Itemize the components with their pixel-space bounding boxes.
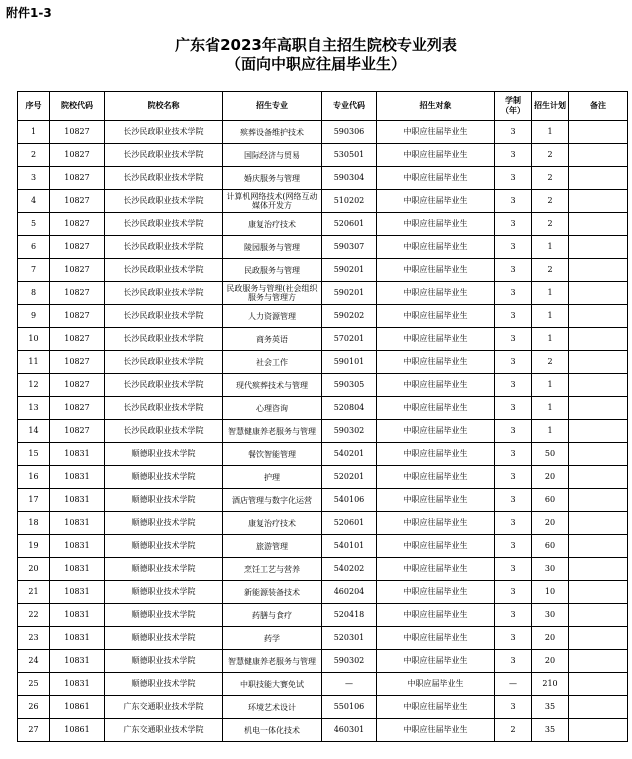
table-row [18,696,628,719]
cell-major-code: 590305 [322,374,377,397]
table-row [18,627,628,650]
cell-plan: 2 [532,259,569,282]
table-row [18,466,628,489]
table-row [18,121,628,144]
cell-major: 人力资源管理 [223,305,322,328]
cell-school-code: 10831 [50,512,105,535]
cell-plan: 2 [532,351,569,374]
cell-school-name: 长沙民政职业技术学院 [105,167,223,190]
cell-major-code: 540201 [322,443,377,466]
cell-school-code: 10827 [50,305,105,328]
cell-school-code: 10827 [50,121,105,144]
cell-years: 3 [495,213,532,236]
cell-major-code: 540101 [322,535,377,558]
cell-school-name: 长沙民政职业技术学院 [105,374,223,397]
cell-seq: 2 [18,144,50,167]
cell-plan: 1 [532,420,569,443]
cell-plan: 50 [532,443,569,466]
cell-note [569,328,628,351]
cell-plan: 30 [532,558,569,581]
cell-school-code: 10827 [50,144,105,167]
cell-plan: 10 [532,581,569,604]
cell-seq: 9 [18,305,50,328]
table-row [18,236,628,259]
cell-seq: 18 [18,512,50,535]
cell-plan: 2 [532,213,569,236]
cell-major: 商务英语 [223,328,322,351]
cell-seq: 19 [18,535,50,558]
cell-school-name: 顺德职业技术学院 [105,512,223,535]
cell-school-name: 长沙民政职业技术学院 [105,259,223,282]
header-school-code: 院校代码 [50,92,105,121]
table-header-row [18,92,628,121]
cell-target: 中职应届毕业生 [377,673,495,696]
cell-seq: 21 [18,581,50,604]
cell-major: 康复治疗技术 [223,512,322,535]
cell-years: 3 [495,259,532,282]
cell-years: 3 [495,581,532,604]
cell-major: 新能源装备技术 [223,581,322,604]
cell-years: 3 [495,121,532,144]
cell-school-name: 长沙民政职业技术学院 [105,236,223,259]
cell-school-name: 长沙民政职业技术学院 [105,420,223,443]
cell-major-code: 520418 [322,604,377,627]
cell-major-code: 590302 [322,420,377,443]
cell-years: 3 [495,397,532,420]
cell-note [569,581,628,604]
cell-seq: 14 [18,420,50,443]
cell-major-code: 520201 [322,466,377,489]
cell-note [569,282,628,305]
cell-major: 环境艺术设计 [223,696,322,719]
cell-target: 中职应往届毕业生 [377,305,495,328]
cell-major: 烹饪工艺与营养 [223,558,322,581]
cell-note [569,351,628,374]
cell-note [569,144,628,167]
cell-years: 3 [495,489,532,512]
cell-plan: 35 [532,719,569,742]
table-row [18,604,628,627]
cell-target: 中职应往届毕业生 [377,604,495,627]
header-note: 备注 [569,92,628,121]
cell-major-code: — [322,673,377,696]
cell-school-code: 10831 [50,443,105,466]
cell-seq: 22 [18,604,50,627]
cell-school-name: 长沙民政职业技术学院 [105,144,223,167]
cell-school-code: 10827 [50,397,105,420]
cell-note [569,650,628,673]
cell-major: 康复治疗技术 [223,213,322,236]
table-row [18,397,628,420]
cell-major: 机电一体化技术 [223,719,322,742]
cell-years: 3 [495,167,532,190]
cell-school-code: 10831 [50,535,105,558]
cell-years: 3 [495,351,532,374]
cell-plan: 1 [532,328,569,351]
cell-school-code: 10831 [50,627,105,650]
cell-major-code: 540202 [322,558,377,581]
table-row [18,581,628,604]
cell-school-name: 长沙民政职业技术学院 [105,328,223,351]
cell-school-code: 10827 [50,167,105,190]
document-title: 广东省2023年高职自主招生院校专业列表 [175,36,457,54]
table-row [18,305,628,328]
cell-major: 陵园服务与管理 [223,236,322,259]
header-school-name: 院校名称 [105,92,223,121]
cell-seq: 8 [18,282,50,305]
cell-school-code: 10827 [50,374,105,397]
table-row [18,374,628,397]
cell-plan: 2 [532,190,569,213]
cell-plan: 1 [532,374,569,397]
cell-school-name: 广东交通职业技术学院 [105,719,223,742]
cell-school-code: 10861 [50,696,105,719]
cell-seq: 16 [18,466,50,489]
cell-major: 智慧健康养老服务与管理 [223,650,322,673]
cell-note [569,121,628,144]
cell-plan: 60 [532,535,569,558]
header-seq: 序号 [18,92,50,121]
cell-seq: 24 [18,650,50,673]
cell-school-name: 长沙民政职业技术学院 [105,397,223,420]
table-row [18,512,628,535]
program-table [17,91,628,742]
cell-years: 3 [495,374,532,397]
cell-school-code: 10827 [50,351,105,374]
cell-plan: 20 [532,627,569,650]
cell-school-name: 顺德职业技术学院 [105,535,223,558]
cell-years: 3 [495,558,532,581]
cell-target: 中职应往届毕业生 [377,443,495,466]
cell-years: 3 [495,443,532,466]
cell-school-name: 顺德职业技术学院 [105,627,223,650]
cell-target: 中职应往届毕业生 [377,535,495,558]
cell-major: 民政服务与管理 [223,259,322,282]
cell-school-name: 顺德职业技术学院 [105,650,223,673]
cell-major-code: 590302 [322,650,377,673]
cell-major: 婚庆服务与管理 [223,167,322,190]
cell-seq: 17 [18,489,50,512]
cell-plan: 20 [532,512,569,535]
cell-seq: 20 [18,558,50,581]
cell-major-code: 520601 [322,213,377,236]
cell-school-code: 10831 [50,650,105,673]
header-target: 招生对象 [377,92,495,121]
cell-plan: 1 [532,121,569,144]
table-row [18,282,628,305]
cell-major: 社会工作 [223,351,322,374]
cell-plan: 35 [532,696,569,719]
cell-seq: 13 [18,397,50,420]
cell-seq: 3 [18,167,50,190]
table-row [18,259,628,282]
cell-years: 2 [495,719,532,742]
cell-target: 中职应往届毕业生 [377,259,495,282]
cell-note [569,466,628,489]
cell-note [569,719,628,742]
cell-note [569,512,628,535]
cell-target: 中职应往届毕业生 [377,328,495,351]
cell-school-code: 10827 [50,236,105,259]
cell-years: 3 [495,512,532,535]
cell-years: 3 [495,236,532,259]
cell-target: 中职应往届毕业生 [377,466,495,489]
cell-major-code: 460301 [322,719,377,742]
cell-plan: 210 [532,673,569,696]
header-major: 招生专业 [223,92,322,121]
cell-school-name: 顺德职业技术学院 [105,489,223,512]
cell-seq: 12 [18,374,50,397]
cell-note [569,167,628,190]
table-row [18,489,628,512]
cell-target: 中职应往届毕业生 [377,420,495,443]
cell-major: 餐饮智能管理 [223,443,322,466]
cell-major: 旅游管理 [223,535,322,558]
cell-target: 中职应往届毕业生 [377,167,495,190]
cell-years: 3 [495,535,532,558]
cell-school-code: 10827 [50,328,105,351]
table-row [18,328,628,351]
cell-school-name: 长沙民政职业技术学院 [105,305,223,328]
cell-note [569,443,628,466]
table-row [18,213,628,236]
cell-major-code: 540106 [322,489,377,512]
cell-target: 中职应往届毕业生 [377,581,495,604]
cell-target: 中职应往届毕业生 [377,144,495,167]
cell-note [569,696,628,719]
table-row [18,167,628,190]
cell-school-code: 10861 [50,719,105,742]
cell-school-name: 顺德职业技术学院 [105,443,223,466]
cell-note [569,259,628,282]
cell-target: 中职应往届毕业生 [377,650,495,673]
cell-note [569,420,628,443]
cell-major: 现代殡葬技术与管理 [223,374,322,397]
cell-school-code: 10827 [50,259,105,282]
cell-note [569,535,628,558]
cell-major-code: 590202 [322,305,377,328]
cell-years: 3 [495,466,532,489]
cell-target: 中职应往届毕业生 [377,512,495,535]
cell-school-code: 10831 [50,489,105,512]
cell-plan: 1 [532,397,569,420]
cell-years: 3 [495,328,532,351]
cell-school-code: 10831 [50,466,105,489]
cell-school-name: 顺德职业技术学院 [105,581,223,604]
cell-target: 中职应往届毕业生 [377,397,495,420]
cell-school-name: 顺德职业技术学院 [105,673,223,696]
cell-major-code: 510202 [322,190,377,213]
cell-seq: 23 [18,627,50,650]
cell-target: 中职应往届毕业生 [377,489,495,512]
table-row [18,719,628,742]
cell-years: 3 [495,420,532,443]
cell-major: 药膳与食疗 [223,604,322,627]
cell-seq: 6 [18,236,50,259]
cell-note [569,213,628,236]
cell-school-name: 顺德职业技术学院 [105,604,223,627]
cell-seq: 27 [18,719,50,742]
cell-years: 3 [495,282,532,305]
cell-school-name: 长沙民政职业技术学院 [105,121,223,144]
cell-note [569,190,628,213]
cell-plan: 1 [532,236,569,259]
header-plan: 招生计划 [532,92,569,121]
cell-major: 计算机网络技术(网络互动媒体开发方 [223,190,322,213]
cell-major: 心理咨询 [223,397,322,420]
cell-school-code: 10827 [50,282,105,305]
header-major-code: 专业代码 [322,92,377,121]
cell-plan: 60 [532,489,569,512]
cell-note [569,673,628,696]
header-years: 学制（年） [495,92,532,121]
table-row [18,351,628,374]
cell-seq: 25 [18,673,50,696]
table-row [18,420,628,443]
table-row [18,443,628,466]
cell-note [569,604,628,627]
cell-seq: 11 [18,351,50,374]
cell-years: 3 [495,696,532,719]
cell-major: 民政服务与管理(社会组织服务与管理方 [223,282,322,305]
cell-target: 中职应往届毕业生 [377,236,495,259]
cell-years: 3 [495,650,532,673]
cell-target: 中职应往届毕业生 [377,190,495,213]
cell-target: 中职应往届毕业生 [377,719,495,742]
cell-school-name: 顺德职业技术学院 [105,558,223,581]
table-row [18,535,628,558]
cell-major-code: 460204 [322,581,377,604]
cell-school-code: 10827 [50,190,105,213]
cell-note [569,558,628,581]
cell-major-code: 590307 [322,236,377,259]
cell-major: 智慧健康养老服务与管理 [223,420,322,443]
cell-target: 中职应往届毕业生 [377,213,495,236]
cell-school-name: 广东交通职业技术学院 [105,696,223,719]
cell-seq: 10 [18,328,50,351]
cell-years: — [495,673,532,696]
cell-school-name: 长沙民政职业技术学院 [105,351,223,374]
cell-plan: 30 [532,604,569,627]
attachment-label: 附件1-3 [6,6,52,20]
cell-target: 中职应往届毕业生 [377,558,495,581]
cell-major-code: 590306 [322,121,377,144]
cell-seq: 15 [18,443,50,466]
cell-target: 中职应往届毕业生 [377,627,495,650]
cell-target: 中职应往届毕业生 [377,282,495,305]
cell-school-code: 10831 [50,581,105,604]
cell-years: 3 [495,604,532,627]
cell-seq: 5 [18,213,50,236]
cell-plan: 2 [532,144,569,167]
cell-plan: 1 [532,282,569,305]
cell-major-code: 550106 [322,696,377,719]
cell-major: 药学 [223,627,322,650]
cell-seq: 1 [18,121,50,144]
cell-plan: 20 [532,466,569,489]
cell-years: 3 [495,144,532,167]
cell-school-code: 10827 [50,213,105,236]
cell-major-code: 520601 [322,512,377,535]
table-row [18,190,628,213]
cell-note [569,236,628,259]
cell-years: 3 [495,627,532,650]
cell-target: 中职应往届毕业生 [377,374,495,397]
table-row [18,673,628,696]
cell-plan: 2 [532,167,569,190]
cell-major-code: 590201 [322,259,377,282]
cell-major-code: 520301 [322,627,377,650]
table-row [18,144,628,167]
cell-school-code: 10827 [50,420,105,443]
table-body [18,121,628,742]
cell-note [569,627,628,650]
cell-school-code: 10831 [50,604,105,627]
cell-school-name: 长沙民政职业技术学院 [105,213,223,236]
cell-note [569,305,628,328]
cell-note [569,489,628,512]
cell-major: 酒店管理与数字化运营 [223,489,322,512]
cell-major-code: 590201 [322,282,377,305]
cell-school-name: 长沙民政职业技术学院 [105,190,223,213]
cell-target: 中职应往届毕业生 [377,351,495,374]
cell-major-code: 530501 [322,144,377,167]
cell-seq: 7 [18,259,50,282]
table-row [18,650,628,673]
cell-years: 3 [495,305,532,328]
cell-major-code: 570201 [322,328,377,351]
cell-seq: 4 [18,190,50,213]
cell-major-code: 590101 [322,351,377,374]
cell-major: 国际经济与贸易 [223,144,322,167]
cell-note [569,397,628,420]
cell-target: 中职应往届毕业生 [377,121,495,144]
cell-note [569,374,628,397]
cell-target: 中职应往届毕业生 [377,696,495,719]
cell-plan: 20 [532,650,569,673]
document-subtitle: （面向中职应往届毕业生） [225,55,406,73]
cell-plan: 1 [532,305,569,328]
cell-school-code: 10831 [50,673,105,696]
cell-seq: 26 [18,696,50,719]
cell-major: 中职技能大赛免试 [223,673,322,696]
table-row [18,558,628,581]
cell-major-code: 590304 [322,167,377,190]
cell-major: 护理 [223,466,322,489]
cell-years: 3 [495,190,532,213]
cell-major-code: 520804 [322,397,377,420]
cell-major: 殡葬设备维护技术 [223,121,322,144]
cell-school-name: 长沙民政职业技术学院 [105,282,223,305]
cell-school-code: 10831 [50,558,105,581]
cell-school-name: 顺德职业技术学院 [105,466,223,489]
